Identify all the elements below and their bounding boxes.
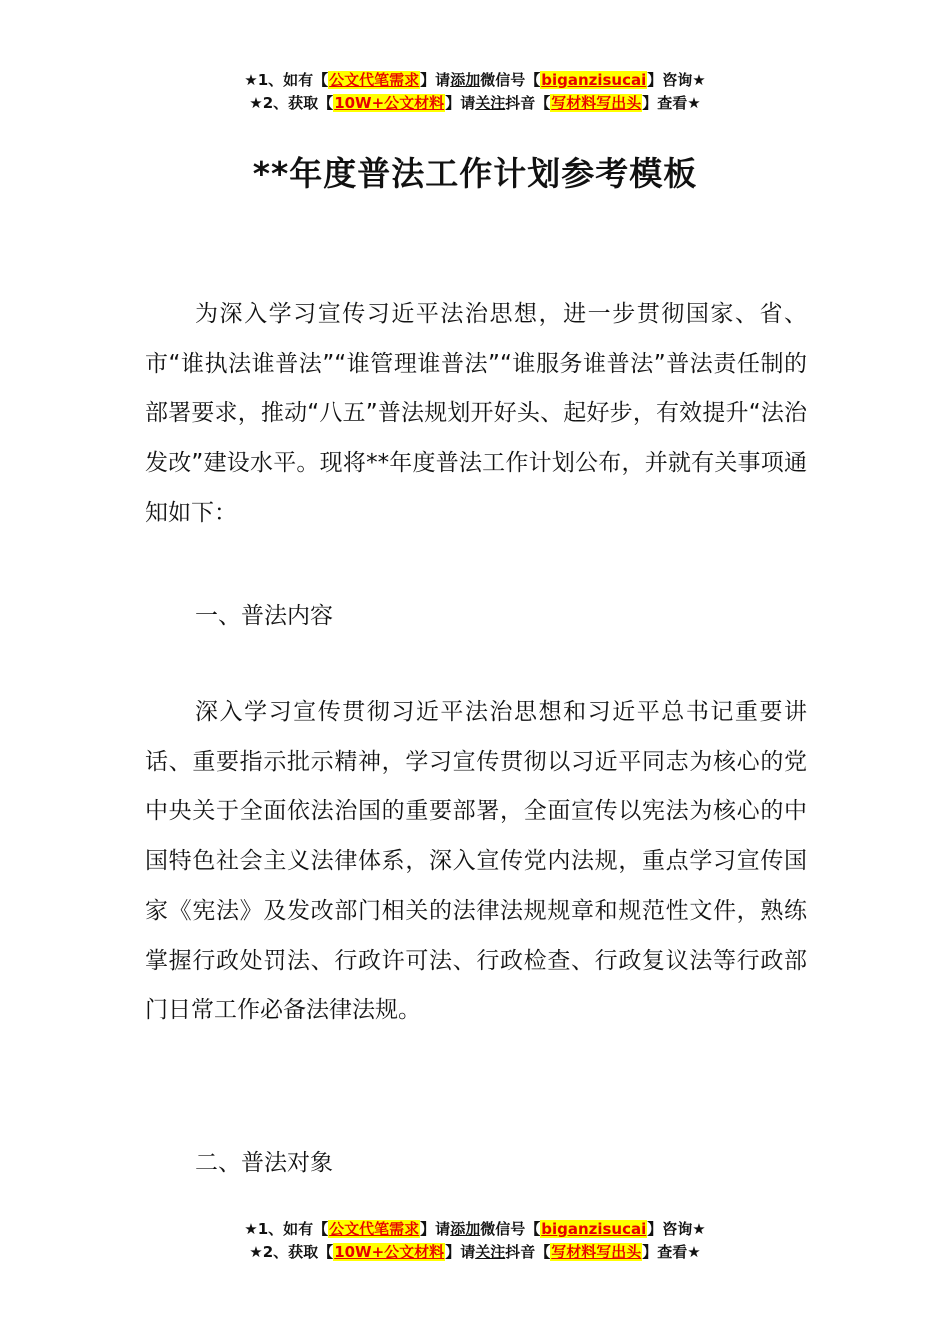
promo-line-2: ★2、获取【10W+公文材料】请关注抖音【写材料写出头】查看★ <box>249 1243 701 1261</box>
promo-highlight-douyin: 写材料写出头 <box>551 94 642 112</box>
top-promo-banner <box>0 69 950 115</box>
promo-highlight-service: 公文代笔需求 <box>329 71 420 89</box>
bottom-promo-banner <box>0 1218 950 1264</box>
section-1-body: 深入学习宣传贯彻习近平法治思想和习近平总书记重要讲话、重要指示批示精神，学习宣传贯彻以习近平同志为核心的党中央关于全面依法治国的重要部署，全面宣传以宪法为核心的中国特色社会主义法律体系，深入宣传党内法规，重点学习宣传国家《宪法》及发改部门相关的法律法规规章和规范性文件，熟练掌握行政处罚法、行政许可法、行政检查、行政复议法等行政部门日常工作必备法律法规。 <box>145 699 807 1024</box>
promo-highlight-materials: 10W+公文材料 <box>334 1243 445 1261</box>
section-1-heading: 一、普法内容 <box>195 603 333 629</box>
promo-line-2: ★2、获取【10W+公文材料】请关注抖音【写材料写出头】查看★ <box>249 94 701 112</box>
promo-line-1: ★1、如有【公文代笔需求】请添加微信号【biganzisucai】咨询★ <box>244 1220 706 1238</box>
promo-highlight-service: 公文代笔需求 <box>329 1220 420 1238</box>
document-title: **年度普法工作计划参考模板 <box>252 154 698 193</box>
promo-highlight-wechat-id: biganzisucai <box>541 1220 647 1238</box>
promo-line-1: ★1、如有【公文代笔需求】请添加微信号【biganzisucai】咨询★ <box>244 71 706 89</box>
section-2-heading: 二、普法对象 <box>195 1150 333 1176</box>
promo-highlight-douyin: 写材料写出头 <box>551 1243 642 1261</box>
intro-paragraph: 为深入学习宣传习近平法治思想，进一步贯彻国家、省、市“谁执法谁普法”“谁管理谁普法”“谁服务谁普法”普法责任制的部署要求，推动“八五”普法规划开好头、起好步，有效提升“法治发改”建设水平。现将**年度普法工作计划公布，并就有关事项通知如下： <box>145 301 807 526</box>
promo-highlight-materials: 10W+公文材料 <box>334 94 445 112</box>
promo-highlight-wechat-id: biganzisucai <box>541 71 647 89</box>
